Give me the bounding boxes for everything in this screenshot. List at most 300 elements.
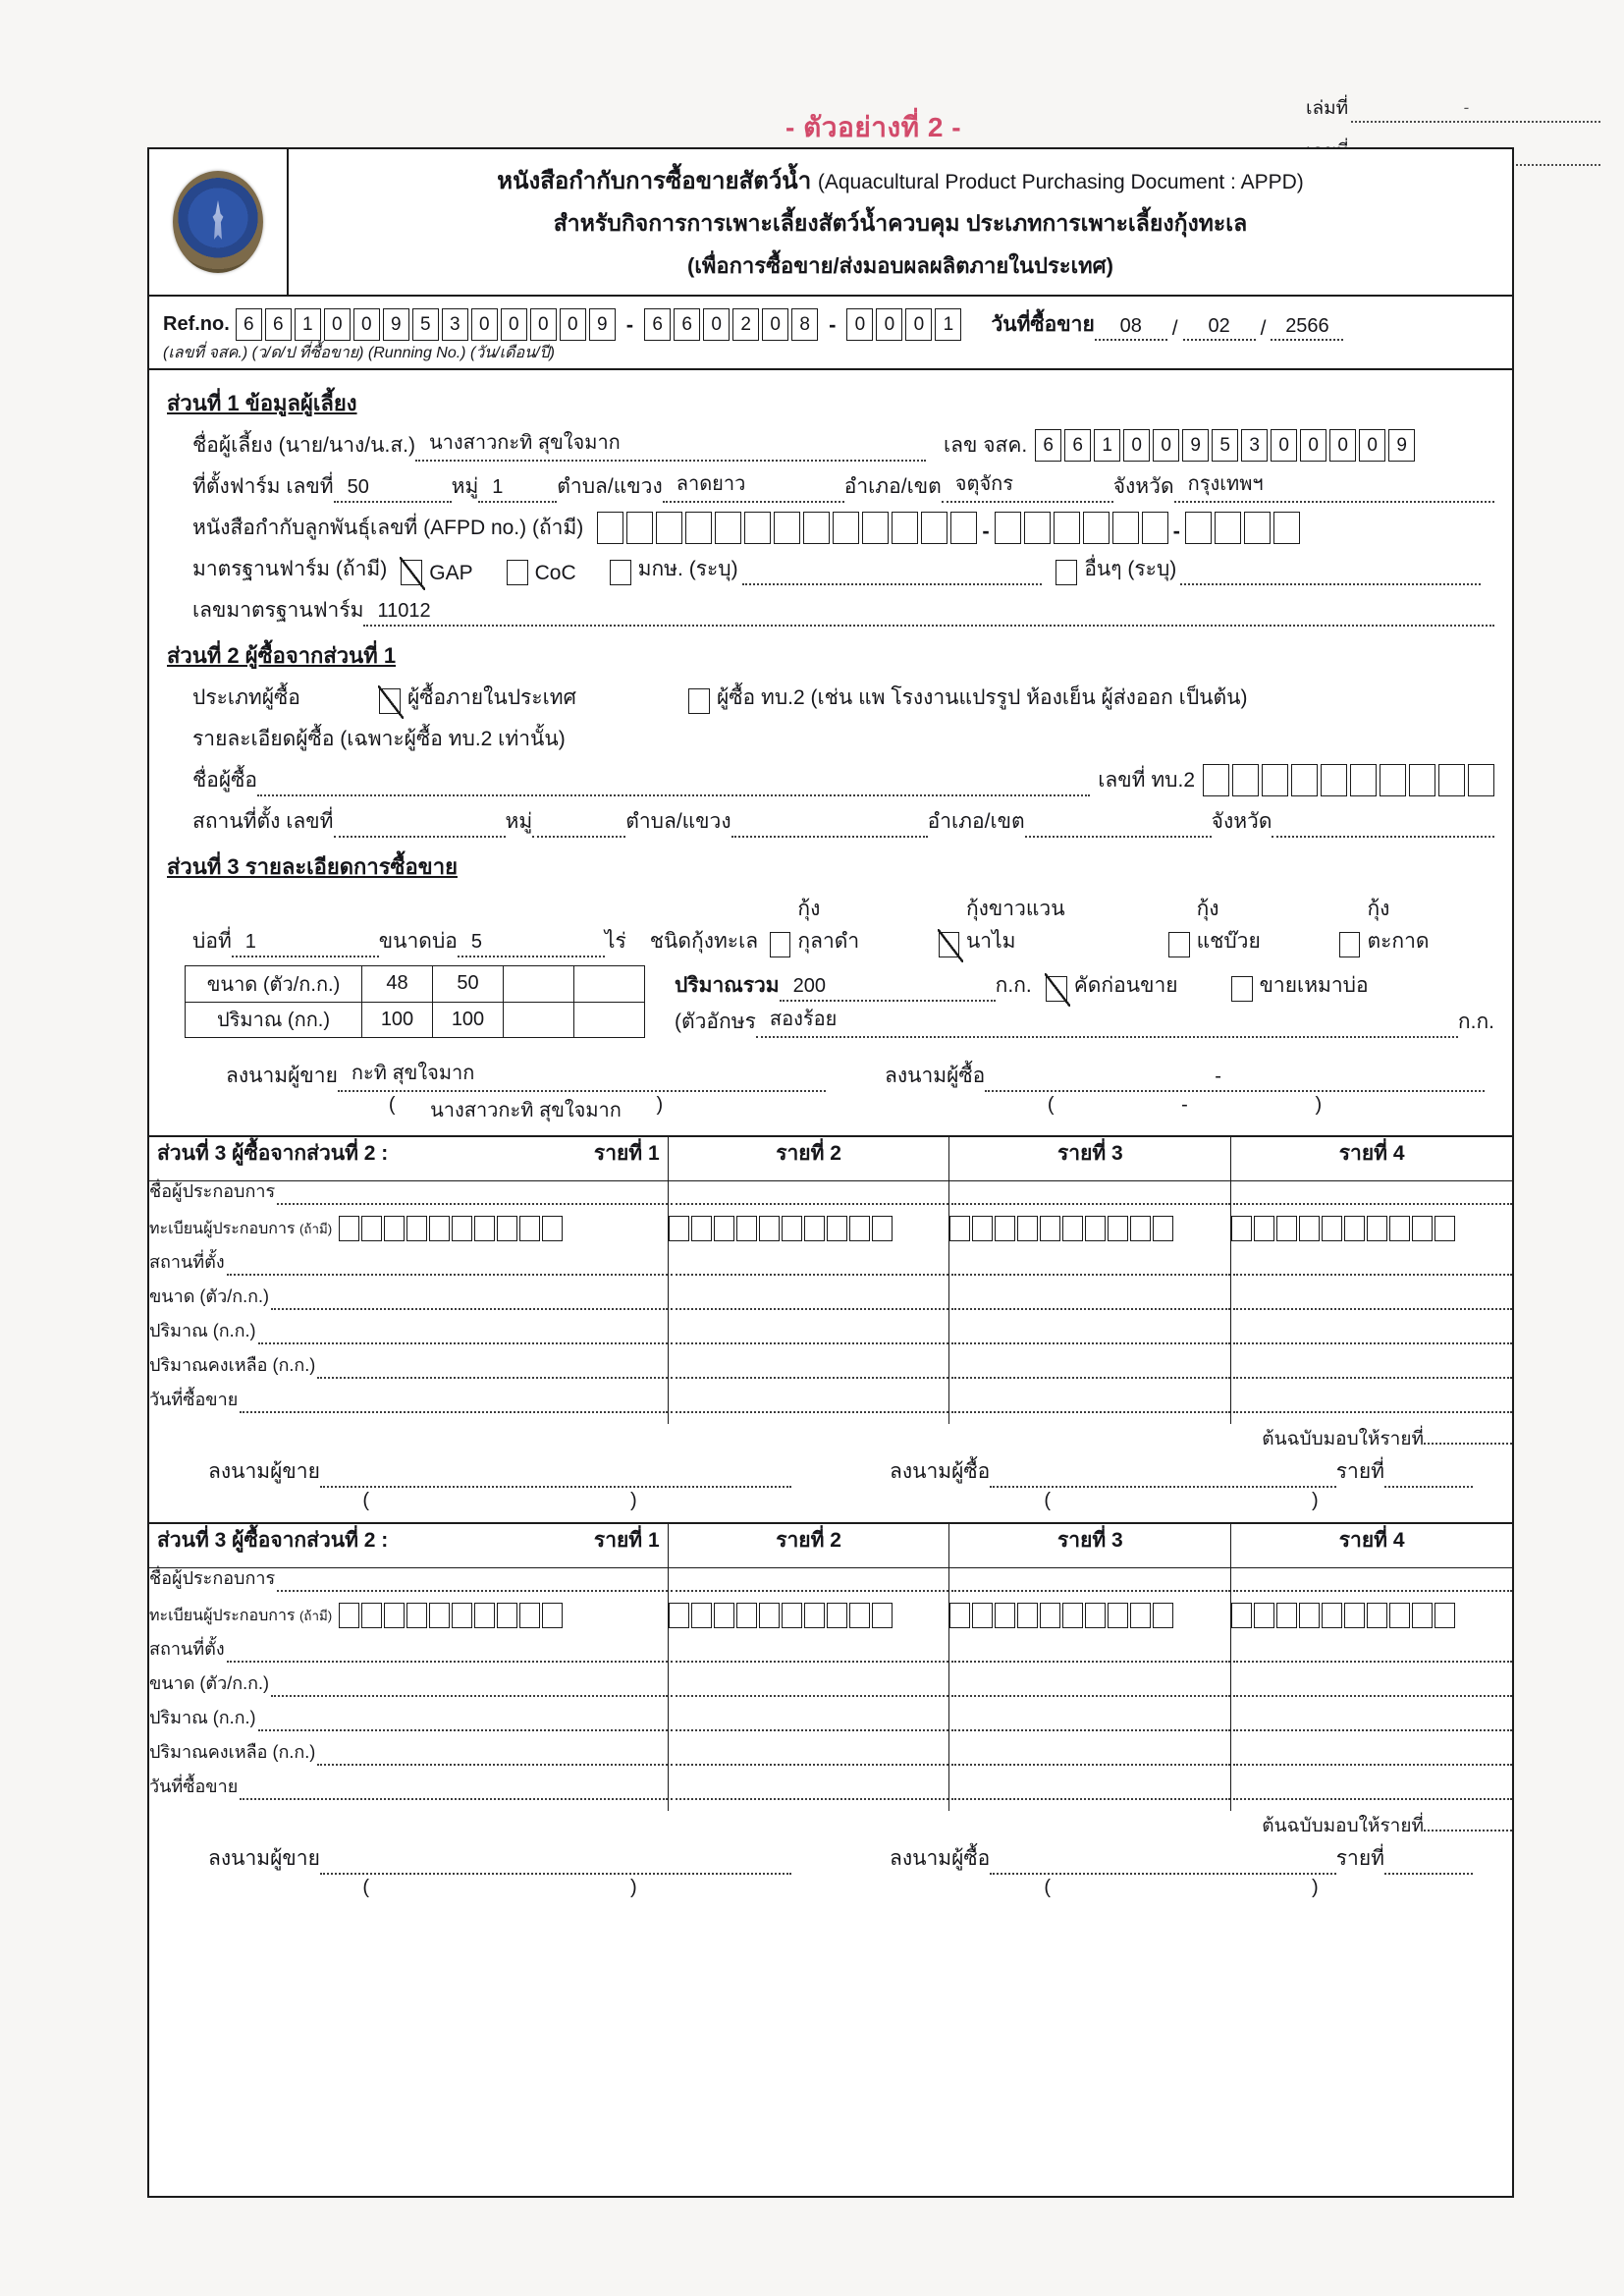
ref-digit-a-11[interactable]: 0: [530, 308, 557, 341]
afpd-box-c-2[interactable]: [1215, 512, 1241, 544]
book-field[interactable]: [1351, 98, 1600, 123]
total-words-input[interactable]: [756, 1009, 1458, 1038]
jsk-digit-7[interactable]: 5: [1212, 429, 1238, 462]
buyer-reg-box-1[interactable]: [949, 1603, 970, 1628]
tb2-boxes[interactable]: [1203, 764, 1494, 796]
sale-mode-checkbox-1[interactable]: [1046, 976, 1067, 1002]
buyer-reg-row-2[interactable]: [149, 1216, 668, 1241]
buyer-reg-box-1[interactable]: [1231, 1603, 1252, 1628]
afpd-box-a-4[interactable]: [685, 512, 712, 544]
buyer-address-row: [192, 805, 1494, 838]
tb2-box-10[interactable]: [1468, 764, 1494, 796]
tb2-box-1[interactable]: [1203, 764, 1229, 796]
buyer-block-2-col-1: รายที่ 1: [593, 1529, 660, 1552]
buyer-field-input-5[interactable]: [951, 1327, 1230, 1344]
ref-digit-c-4[interactable]: 1: [935, 308, 961, 341]
buyer-province-input[interactable]: [1272, 813, 1494, 838]
trade-date-year[interactable]: 2566: [1271, 315, 1343, 341]
buyer-reg-box-6[interactable]: [1062, 1603, 1083, 1628]
buyer-reg-box-10[interactable]: [872, 1216, 893, 1241]
tb2-box-5[interactable]: [1321, 764, 1347, 796]
buyer-reg-row-2[interactable]: [1231, 1603, 1512, 1628]
quantity-cell-1[interactable]: 100: [362, 1002, 433, 1038]
buyer-field-input-3[interactable]: [951, 1645, 1230, 1663]
buyer-reg-box-3[interactable]: [384, 1216, 405, 1241]
trade-date-day[interactable]: 08: [1095, 315, 1167, 341]
quantity-cell-2[interactable]: 100: [433, 1002, 504, 1038]
buyer-field-input-6[interactable]: [1233, 1361, 1512, 1379]
buyer-field-input-3[interactable]: [671, 1258, 949, 1276]
quantity-cell-3[interactable]: [504, 1002, 574, 1038]
ref-digit-b-6[interactable]: 8: [791, 308, 818, 341]
farm-standard-option-2[interactable]: [507, 560, 576, 585]
buyer-reg-box-3[interactable]: [714, 1216, 734, 1241]
tb2-box-7[interactable]: [1380, 764, 1406, 796]
buyer-reg-box-7[interactable]: [1367, 1603, 1387, 1628]
farm-standard-checkbox-2[interactable]: [507, 560, 528, 585]
afpd-box-a-9[interactable]: [833, 512, 859, 544]
farm-standard-option-3[interactable]: [610, 553, 738, 585]
buyer-reg-box-2[interactable]: [691, 1603, 712, 1628]
buyer-field-input-1[interactable]: [951, 1187, 1230, 1205]
farm-standard-option-1[interactable]: [401, 560, 472, 585]
buyer-reg-box-8[interactable]: [497, 1603, 517, 1628]
afpd-box-b-4[interactable]: [1083, 512, 1110, 544]
buyer-reg-box-6[interactable]: [1344, 1603, 1365, 1628]
buyer-field-input-4[interactable]: [1233, 1679, 1512, 1697]
buyer-reg-box-2[interactable]: [972, 1603, 993, 1628]
buyer-reg-box-8[interactable]: [1108, 1603, 1128, 1628]
buyer-reg-box-8[interactable]: [827, 1603, 847, 1628]
afpd-box-a-11[interactable]: [892, 512, 918, 544]
species-option-2[interactable]: [939, 893, 1110, 957]
buyer-field-input-7[interactable]: [671, 1782, 949, 1800]
buyer-reg-box-2[interactable]: [1254, 1216, 1274, 1241]
ref-digit-b-3[interactable]: 0: [703, 308, 730, 341]
buyer-signature-input[interactable]: [985, 1067, 1485, 1092]
afpd-box-a-7[interactable]: [774, 512, 800, 544]
buyer-reg-box-9[interactable]: [1412, 1603, 1433, 1628]
jsk-digit-4[interactable]: 0: [1123, 429, 1150, 462]
buyer-block-1-column-4: [1231, 1181, 1512, 1425]
buyer-reg-box-9[interactable]: [1130, 1216, 1151, 1241]
tb2-box-2[interactable]: [1232, 764, 1259, 796]
buyer-field-input-7[interactable]: [1233, 1395, 1512, 1413]
buyer-field-input-5[interactable]: [671, 1327, 949, 1344]
jsk-digit-13[interactable]: 9: [1388, 429, 1415, 462]
afpd-box-b-3[interactable]: [1054, 512, 1080, 544]
afpd-box-c-3[interactable]: [1244, 512, 1271, 544]
ref-digit-b-4[interactable]: 2: [732, 308, 759, 341]
buyer-field-input-7[interactable]: [951, 1395, 1230, 1413]
buyer-field-input-1[interactable]: [671, 1187, 949, 1205]
tambon-input[interactable]: [663, 473, 844, 503]
buyer-field-input-3[interactable]: [1233, 1258, 1512, 1276]
species-checkbox-2[interactable]: [939, 932, 959, 957]
farm-standard-no-input[interactable]: [363, 602, 1494, 627]
ref-digit-a-10[interactable]: 0: [501, 308, 527, 341]
afpd-box-b-5[interactable]: [1112, 512, 1139, 544]
buyer-field-input-3[interactable]: [951, 1258, 1230, 1276]
buyer-reg-row-2[interactable]: [949, 1216, 1230, 1241]
buyer-reg-box-10[interactable]: [542, 1603, 563, 1628]
afpd-box-a-13[interactable]: [950, 512, 977, 544]
buyer-reg-row-2[interactable]: [669, 1603, 949, 1628]
buyer-reg-box-1[interactable]: [669, 1216, 689, 1241]
buyer-reg-row-2[interactable]: [949, 1603, 1230, 1628]
buyer-tambon-input[interactable]: [731, 813, 928, 838]
buyer-reg-box-5[interactable]: [1040, 1216, 1060, 1241]
jsk-digit-5[interactable]: 0: [1153, 429, 1179, 462]
buyer-reg-box-6[interactable]: [452, 1603, 472, 1628]
buyer-reg-box-8[interactable]: [1108, 1216, 1128, 1241]
jsk-digit-3[interactable]: 1: [1094, 429, 1120, 462]
afpd-boxes-part2[interactable]: [995, 512, 1168, 544]
buyer-block-1-column-2: [668, 1181, 949, 1425]
buyer-reg-box-3[interactable]: [384, 1603, 405, 1628]
buyer-reg-box-5[interactable]: [759, 1603, 780, 1628]
farm-no-input[interactable]: [334, 478, 452, 503]
buyer-reg-box-10[interactable]: [1435, 1216, 1455, 1241]
afpd-box-a-8[interactable]: [803, 512, 830, 544]
buyer-field-input-5[interactable]: [258, 1714, 668, 1731]
buyer-field-input-7[interactable]: [671, 1395, 949, 1413]
species-option-3[interactable]: [1168, 893, 1279, 957]
buyer-reg-box-2[interactable]: [361, 1216, 382, 1241]
buyer-reg-box-9[interactable]: [1412, 1216, 1433, 1241]
buyer-reg-box-7[interactable]: [474, 1603, 495, 1628]
buyer-reg-box-1[interactable]: [339, 1216, 359, 1241]
farm-standard-checkbox-4[interactable]: [1056, 560, 1077, 585]
buyer-reg-box-7[interactable]: [1085, 1603, 1106, 1628]
total-input[interactable]: [780, 977, 996, 1002]
size-cell-1[interactable]: 48: [362, 966, 433, 1003]
afpd-box-c-4[interactable]: [1273, 512, 1300, 544]
buyer-reg-box-1[interactable]: [949, 1216, 970, 1241]
owner-name-input[interactable]: [415, 432, 926, 462]
afpd-box-b-1[interactable]: [995, 512, 1021, 544]
jsk-digit-9[interactable]: 0: [1271, 429, 1297, 462]
jsk-digit-1[interactable]: 6: [1035, 429, 1061, 462]
buyer-field-input-7[interactable]: [240, 1395, 667, 1413]
ref-digit-b-2[interactable]: 6: [674, 308, 700, 341]
buyer-field-input-4[interactable]: [671, 1292, 949, 1310]
buyer-name-input[interactable]: [257, 772, 1090, 796]
buyer-reg-box-9[interactable]: [519, 1603, 540, 1628]
buyer-reg-box-5[interactable]: [429, 1216, 450, 1241]
buyer-field-input-6[interactable]: [671, 1361, 949, 1379]
ref-digit-a-12[interactable]: 0: [560, 308, 586, 341]
buyer-printed-name: -: [1181, 1094, 1188, 1116]
buyer-field-input-3[interactable]: [671, 1645, 949, 1663]
buyer-field-input-6[interactable]: [317, 1361, 667, 1379]
buyer-reg-box-9[interactable]: [1130, 1603, 1151, 1628]
buyer-field-input-5[interactable]: [671, 1714, 949, 1731]
buyer-reg-box-5[interactable]: [1322, 1216, 1342, 1241]
buyer-field-input-6[interactable]: [317, 1748, 667, 1766]
buyer-reg-box-2[interactable]: [361, 1603, 382, 1628]
buyer-reg-row-2[interactable]: [669, 1216, 949, 1241]
buyer-reg-box-6[interactable]: [452, 1216, 472, 1241]
buyer-field-input-6[interactable]: [951, 1748, 1230, 1766]
buyer-field-input-6[interactable]: [1233, 1748, 1512, 1766]
province-value: กรุงเทพฯ: [1187, 473, 1264, 495]
buyer-field-input-6[interactable]: [671, 1748, 949, 1766]
buyer-reg-box-4[interactable]: [736, 1216, 757, 1241]
amphoe-input[interactable]: [942, 473, 1113, 503]
buyer-field-input-4[interactable]: [1233, 1292, 1512, 1310]
pond-input[interactable]: [232, 933, 379, 957]
section2-heading: ส่วนที่ 2 ผู้ซื้อจากส่วนที่ 1: [167, 643, 397, 668]
afpd-boxes-part3[interactable]: [1185, 512, 1300, 544]
buyer-reg-box-2[interactable]: [691, 1216, 712, 1241]
buyer-reg-box-1[interactable]: [669, 1603, 689, 1628]
ref-digit-a-7[interactable]: 5: [412, 308, 439, 341]
tb2-box-9[interactable]: [1438, 764, 1465, 796]
ref-digit-a-9[interactable]: 0: [471, 308, 498, 341]
buyer-field-input-1[interactable]: [1233, 1187, 1512, 1205]
buyer-field-input-1[interactable]: [1233, 1574, 1512, 1592]
buyer-reg-box-5[interactable]: [759, 1216, 780, 1241]
species-checkbox-1[interactable]: [770, 932, 790, 957]
buyer-block-1-buyer-signature-input[interactable]: [990, 1463, 1335, 1488]
buyer-reg-box-4[interactable]: [406, 1216, 427, 1241]
buyer-block-1-seller-signature-input[interactable]: [320, 1463, 791, 1488]
buyer-reg-box-9[interactable]: [849, 1216, 870, 1241]
afpd-box-a-12[interactable]: [921, 512, 947, 544]
buyer-field-input-5[interactable]: [258, 1327, 668, 1344]
original-copy-input[interactable]: [1424, 1815, 1512, 1831]
buyer-reg-box-10[interactable]: [542, 1216, 563, 1241]
ref-digit-a-3[interactable]: 1: [295, 308, 321, 341]
buyer-reg-box-10[interactable]: [1435, 1603, 1455, 1628]
buyer-reg-box-5[interactable]: [1040, 1603, 1060, 1628]
buyer-field-input-4[interactable]: [951, 1679, 1230, 1697]
ref-digit-c-2[interactable]: 0: [876, 308, 902, 341]
species-checkbox-4[interactable]: [1339, 932, 1360, 957]
buyer-field-input-3[interactable]: [227, 1258, 668, 1276]
afpd-boxes-part1[interactable]: [597, 512, 977, 544]
buyer-type-option-1[interactable]: [379, 682, 576, 714]
buyer-field-input-5[interactable]: [1233, 1714, 1512, 1731]
buyer-field-label-6: ปริมาณคงเหลือ (ก.ก.): [149, 1355, 316, 1375]
buyer-reg-box-4[interactable]: [1017, 1216, 1038, 1241]
buyer-reg-box-7[interactable]: [1367, 1216, 1387, 1241]
farm-standard-specify-3[interactable]: [742, 561, 1043, 585]
buyer-reg-box-6[interactable]: [782, 1216, 802, 1241]
buyer-reg-box-8[interactable]: [1389, 1603, 1410, 1628]
buyer-field-input-4[interactable]: [271, 1292, 668, 1310]
ref-digit-a-6[interactable]: 9: [383, 308, 409, 341]
buyer-field-input-4[interactable]: [951, 1292, 1230, 1310]
tb2-box-4[interactable]: [1291, 764, 1318, 796]
buyer-reg-box-7[interactable]: [804, 1603, 825, 1628]
pond-size-input[interactable]: [458, 933, 605, 957]
buyer-field-row-5: [669, 1708, 949, 1731]
item-no-input[interactable]: [1384, 1850, 1473, 1875]
farm-standard-checkbox-1[interactable]: [401, 560, 422, 585]
moo-input[interactable]: [478, 478, 557, 503]
buyer-field-input-7[interactable]: [1233, 1782, 1512, 1800]
total-label: ปริมาณรวม: [675, 974, 780, 997]
buyer-reg-box-9[interactable]: [519, 1216, 540, 1241]
jsk-digit-6[interactable]: 9: [1182, 429, 1209, 462]
ref-digit-c-1[interactable]: 0: [846, 308, 873, 341]
buyer-reg-box-8[interactable]: [827, 1216, 847, 1241]
buyer-block-2-buyer-signature-input[interactable]: [990, 1850, 1335, 1875]
buyer-signature-value: -: [1215, 1066, 1221, 1087]
buyer-field-input-3[interactable]: [227, 1645, 668, 1663]
buyer-block-1-footer: [149, 1424, 1512, 1512]
species-option-4[interactable]: [1339, 893, 1448, 957]
size-cell-4[interactable]: [574, 966, 645, 1003]
farm-standard-specify-4[interactable]: [1180, 561, 1481, 585]
buyer-field-input-4[interactable]: [671, 1679, 949, 1697]
trade-date-month[interactable]: 02: [1183, 315, 1256, 341]
afpd-box-b-2[interactable]: [1024, 512, 1051, 544]
buyer-amphoe-input[interactable]: [1025, 813, 1212, 838]
paren-open: (: [1044, 1490, 1051, 1511]
farm-standard-checkbox-3[interactable]: [610, 560, 631, 585]
afpd-box-a-2[interactable]: [626, 512, 653, 544]
buyer-reg-box-2[interactable]: [972, 1216, 993, 1241]
buyer-reg-box-8[interactable]: [1389, 1216, 1410, 1241]
buyer-field-input-1[interactable]: [671, 1574, 949, 1592]
buyer-reg-box-4[interactable]: [1299, 1603, 1320, 1628]
buyer-field-input-5[interactable]: [1233, 1327, 1512, 1344]
quantity-cell-4[interactable]: [574, 1002, 645, 1038]
jsk-digit-8[interactable]: 3: [1241, 429, 1268, 462]
buyer-block-2-seller-signature-input[interactable]: [320, 1850, 791, 1875]
buyer-moo-input[interactable]: [532, 813, 625, 838]
sale-mode-option-2[interactable]: [1231, 969, 1369, 1002]
afpd-box-a-6[interactable]: [744, 512, 771, 544]
buyer-type-checkbox-1[interactable]: [379, 688, 401, 714]
province-input[interactable]: [1174, 473, 1494, 503]
buyer-reg-box-6[interactable]: [1344, 1216, 1365, 1241]
buyer-reg-row-2[interactable]: [149, 1603, 668, 1628]
ref-digit-a-13[interactable]: 9: [589, 308, 616, 341]
buyer-reg-box-4[interactable]: [406, 1603, 427, 1628]
original-copy-input[interactable]: [1424, 1428, 1512, 1445]
item-no-input[interactable]: [1384, 1463, 1473, 1488]
buyer-address-input[interactable]: [334, 813, 506, 838]
ref-part2-boxes[interactable]: [644, 308, 818, 341]
tb2-box-6[interactable]: [1350, 764, 1377, 796]
buyer-reg-box-7[interactable]: [1085, 1216, 1106, 1241]
buyer-reg-box-3[interactable]: [995, 1603, 1015, 1628]
buyer-field-row-7: [669, 1777, 949, 1800]
buyer-reg-box-5[interactable]: [429, 1603, 450, 1628]
buyer-field-input-4[interactable]: [271, 1679, 668, 1697]
buyer-field-row-7: [1231, 1390, 1512, 1413]
size-cell-2[interactable]: 50: [433, 966, 504, 1003]
item-no-label: รายที่: [1335, 1847, 1384, 1870]
buyer-reg-box-10[interactable]: [1153, 1216, 1173, 1241]
tb2-box-8[interactable]: [1409, 764, 1435, 796]
ref-part3-boxes[interactable]: [846, 308, 961, 341]
species-option-1[interactable]: [770, 893, 879, 957]
buyer-reg-box-6[interactable]: [1062, 1216, 1083, 1241]
buyer-reg-box-8[interactable]: [497, 1216, 517, 1241]
buyer-reg-box-7[interactable]: [474, 1216, 495, 1241]
species-label: ชนิดกุ้งทะเล: [649, 930, 759, 953]
buyer-reg-box-3[interactable]: [1276, 1603, 1297, 1628]
buyer-reg-box-4[interactable]: [736, 1603, 757, 1628]
buyer-reg-box-1[interactable]: [339, 1603, 359, 1628]
seller-signature-line: [226, 1060, 826, 1092]
buyer-reg-box-3[interactable]: [995, 1216, 1015, 1241]
buyer-reg-box-1[interactable]: [1231, 1216, 1252, 1241]
size-cell-3[interactable]: [504, 966, 574, 1003]
buyer-field-input-1[interactable]: [277, 1574, 668, 1592]
tb2-box-3[interactable]: [1262, 764, 1288, 796]
buyer-reg-box-2[interactable]: [1254, 1603, 1274, 1628]
seller-signature-input[interactable]: [338, 1063, 826, 1092]
buyer-reg-box-10[interactable]: [1153, 1603, 1173, 1628]
ref-digit-a-5[interactable]: 0: [353, 308, 380, 341]
ref-digit-b-5[interactable]: 0: [762, 308, 788, 341]
ref-digit-a-4[interactable]: 0: [324, 308, 351, 341]
afpd-box-a-10[interactable]: [862, 512, 889, 544]
paren-open-seller: (: [388, 1094, 396, 1116]
buyer-field-input-5[interactable]: [951, 1714, 1230, 1731]
ref-digit-c-3[interactable]: 0: [905, 308, 932, 341]
buyer-field-input-7[interactable]: [951, 1782, 1230, 1800]
ref-part1-boxes[interactable]: [236, 308, 616, 341]
buyer-reg-box-4[interactable]: [1017, 1603, 1038, 1628]
buyer-field-input-1[interactable]: [277, 1187, 668, 1205]
buyer-type-option-2[interactable]: [688, 682, 1248, 714]
buyer-field-input-6[interactable]: [951, 1361, 1230, 1379]
buyer-field-input-3[interactable]: [1233, 1645, 1512, 1663]
buyer-field-input-7[interactable]: [240, 1782, 667, 1800]
buyer-reg-box-3[interactable]: [714, 1603, 734, 1628]
jsk-boxes[interactable]: [1035, 429, 1415, 462]
buyer-reg-box-10[interactable]: [872, 1603, 893, 1628]
buyer-reg-box-7[interactable]: [804, 1216, 825, 1241]
paren-close-seller: ): [656, 1094, 664, 1116]
buyer-field-row-6: [149, 1742, 668, 1766]
jsk-digit-10[interactable]: 0: [1300, 429, 1326, 462]
sale-mode-option-1[interactable]: [1046, 969, 1178, 1002]
buyer-reg-box-4[interactable]: [1299, 1216, 1320, 1241]
buyer-field-input-1[interactable]: [951, 1574, 1230, 1592]
sale-mode-checkbox-2[interactable]: [1231, 976, 1253, 1002]
buyer-reg-box-3[interactable]: [1276, 1216, 1297, 1241]
afpd-box-a-1[interactable]: [597, 512, 623, 544]
ref-digit-a-2[interactable]: 6: [265, 308, 292, 341]
ref-digit-a-8[interactable]: 3: [442, 308, 468, 341]
afpd-box-c-1[interactable]: [1185, 512, 1212, 544]
buyer-reg-box-9[interactable]: [849, 1603, 870, 1628]
species-checkbox-3[interactable]: [1168, 932, 1189, 957]
buyer-reg-row-2[interactable]: [1231, 1216, 1512, 1241]
buyer-reg-box-6[interactable]: [782, 1603, 802, 1628]
ref-digit-a-1[interactable]: 6: [236, 308, 262, 341]
jsk-digit-11[interactable]: 0: [1329, 429, 1356, 462]
afpd-box-b-6[interactable]: [1142, 512, 1168, 544]
jsk-digit-2[interactable]: 6: [1064, 429, 1091, 462]
buyer-block-1-buyer-signature-label: ลงนามผู้ซื้อ: [890, 1460, 991, 1483]
afpd-box-a-3[interactable]: [656, 512, 682, 544]
jsk-digit-12[interactable]: 0: [1359, 429, 1385, 462]
buyer-reg-box-5[interactable]: [1322, 1603, 1342, 1628]
buyer-type-checkbox-2[interactable]: [688, 688, 710, 714]
ref-digit-b-1[interactable]: 6: [644, 308, 671, 341]
afpd-box-a-5[interactable]: [715, 512, 741, 544]
farm-standard-option-4[interactable]: [1056, 553, 1176, 585]
